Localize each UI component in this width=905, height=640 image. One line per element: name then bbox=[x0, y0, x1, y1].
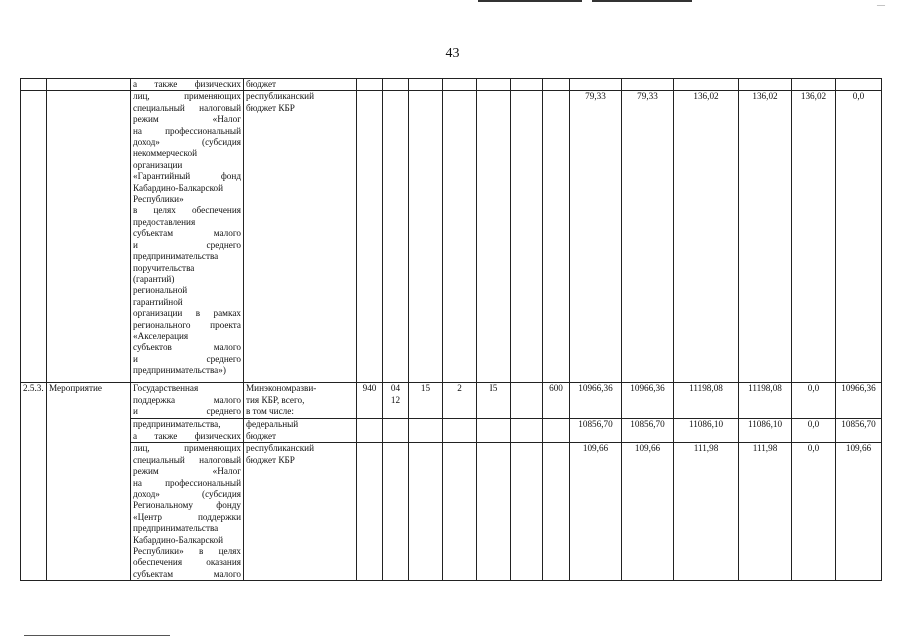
cell-source: федеральный бюджет bbox=[244, 419, 357, 443]
cell-source: республиканский бюджет КБР bbox=[244, 443, 357, 581]
cell-value: 11086,10 bbox=[674, 419, 739, 443]
top-rule-right bbox=[592, 0, 692, 2]
cell-value: 136,02 bbox=[739, 91, 792, 383]
table-row bbox=[21, 383, 882, 419]
cell-num bbox=[21, 91, 47, 383]
cell-grbs: 940 bbox=[357, 383, 383, 419]
cell-description: а также физических bbox=[131, 79, 244, 91]
budget-table bbox=[20, 78, 882, 581]
cell-value: 10856,70 bbox=[622, 419, 674, 443]
cell-num bbox=[21, 79, 47, 91]
page-number: 43 bbox=[445, 46, 460, 61]
table-row bbox=[21, 79, 882, 91]
cell-value: 111,98 bbox=[674, 443, 739, 581]
cell-rzpr: 04 12 bbox=[383, 383, 409, 419]
cell-type: Мероприятие bbox=[47, 383, 131, 581]
cell-value: 10966,36 bbox=[836, 383, 882, 419]
table-row bbox=[21, 419, 882, 443]
cell-value: 11086,10 bbox=[739, 419, 792, 443]
table-row bbox=[21, 91, 882, 383]
cell-value: 136,02 bbox=[674, 91, 739, 383]
cell-cs2: 2 bbox=[443, 383, 477, 419]
cell-type bbox=[47, 79, 131, 91]
cell-value: 109,66 bbox=[836, 443, 882, 581]
cell-value: 10856,70 bbox=[836, 419, 882, 443]
cell-type bbox=[47, 91, 131, 383]
cell-value: 0,0 bbox=[792, 419, 836, 443]
footnote-rule bbox=[24, 635, 170, 636]
cell-vr: 600 bbox=[543, 383, 570, 419]
cell-value: 10856,70 bbox=[570, 419, 622, 443]
cell-value: 109,66 bbox=[622, 443, 674, 581]
cell-value: 0,0 bbox=[792, 443, 836, 581]
cell-value: 11198,08 bbox=[674, 383, 739, 419]
cell-description: лиц, применяющих специальный налоговый режим «Налог на профессиональный доход» (субсидия некоммерческой организации «Гарантийный фонд Кабардино-Балкарской Республики» в целях обеспечения предоставления субъектам малого и среднего предпринимательства поручительства (гарантий) региональной гарантийной организации в рамках регионального проекта «Акселерация субъектов малого и среднего предпринимательства») bbox=[131, 91, 244, 383]
cell-value: 10966,36 bbox=[622, 383, 674, 419]
table-row bbox=[21, 443, 882, 581]
cell-num: 2.5.3. bbox=[21, 383, 47, 581]
cell-source: Минэкономразви- тия КБР, всего, в том числе: bbox=[244, 383, 357, 419]
cell-value: 79,33 bbox=[622, 91, 674, 383]
cell-value: 0,0 bbox=[792, 383, 836, 419]
cell-value: 109,66 bbox=[570, 443, 622, 581]
cell-description: предпринимательства, а также физических bbox=[131, 419, 244, 443]
cell-cs1: 15 bbox=[409, 383, 443, 419]
cell-value: 11198,08 bbox=[739, 383, 792, 419]
top-rule-left bbox=[478, 0, 582, 2]
corner-mark: — bbox=[877, 0, 885, 9]
cell-description: лиц, применяющих специальный налоговый режим «Налог на профессиональный доход» (субсидия Региональному фонду «Центр поддержки предпринимательства Кабардино-Балкарской Республики» в целях обеспечения оказания субъектам малого bbox=[131, 443, 244, 581]
cell-value: 111,98 bbox=[739, 443, 792, 581]
cell-source: республиканский бюджет КБР bbox=[244, 91, 357, 383]
cell-value: 136,02 bbox=[792, 91, 836, 383]
cell-description: Государственная поддержка малого и среднего bbox=[131, 383, 244, 419]
cell-cs3: I5 bbox=[477, 383, 511, 419]
cell-value: 0,0 bbox=[836, 91, 882, 383]
cell-source: бюджет bbox=[244, 79, 357, 91]
cell-value: 10966,36 bbox=[570, 383, 622, 419]
cell-value: 79,33 bbox=[570, 91, 622, 383]
